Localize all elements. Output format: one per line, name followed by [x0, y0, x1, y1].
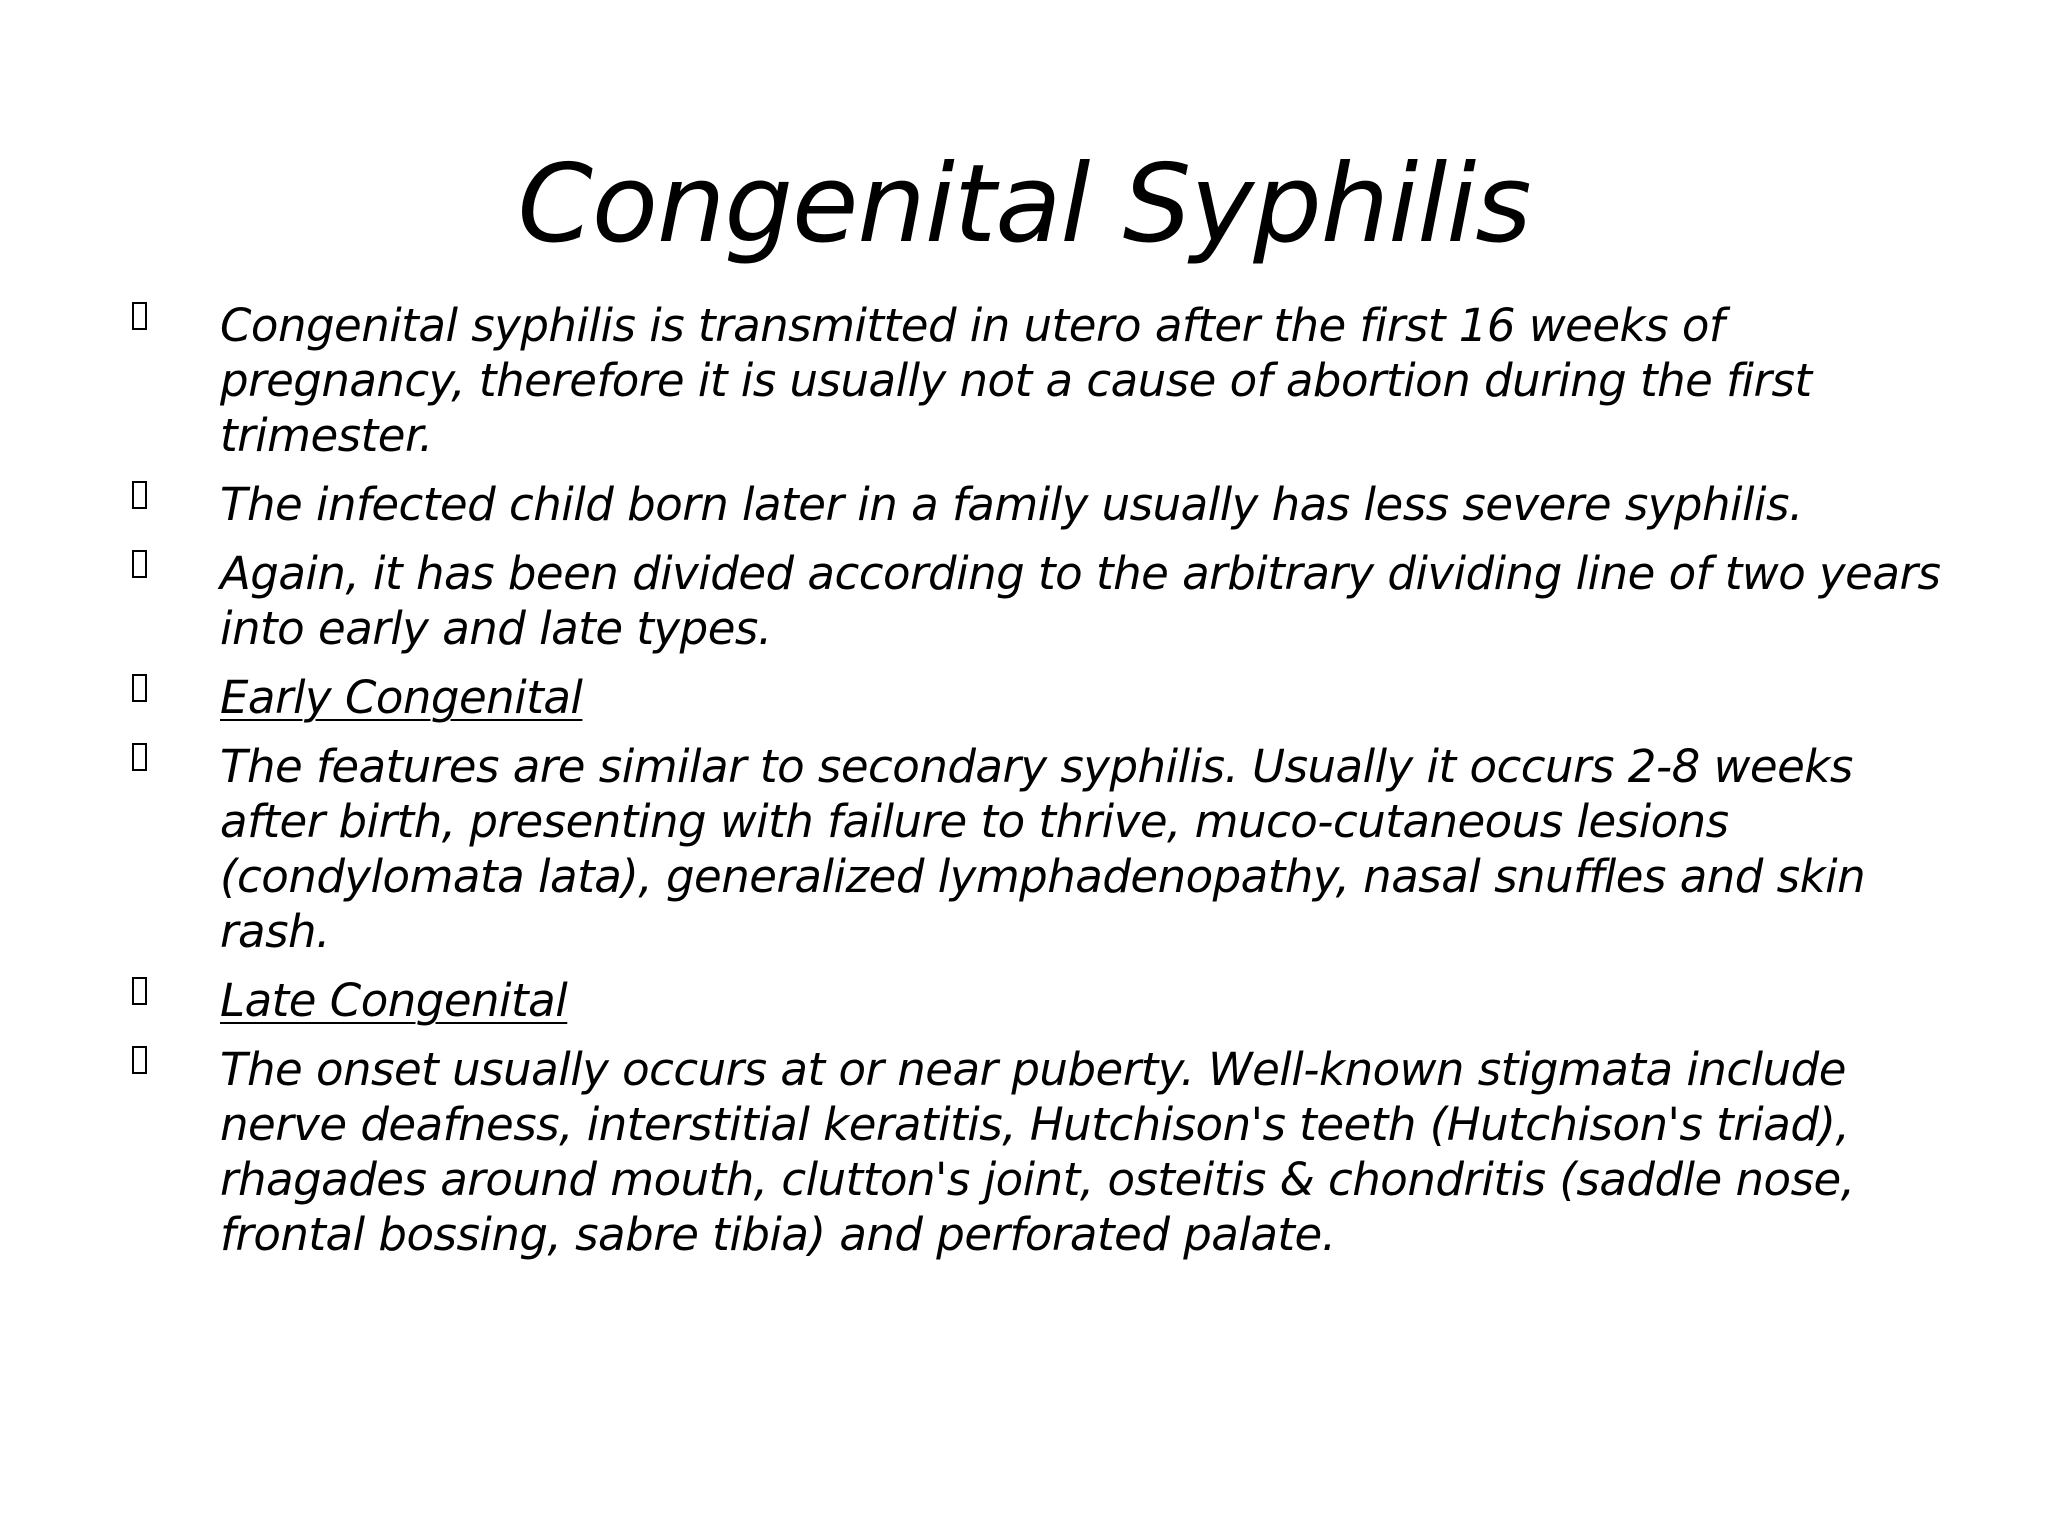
section-heading-late-congenital: Late Congenital: [220, 974, 568, 1027]
bullet-text: The infected child born later in a family usually has less severe syphilis.: [220, 478, 1803, 531]
missing-glyph-box-icon: [132, 550, 147, 578]
bullet-item: [130, 1042, 1960, 1262]
bullet-text: The features are similar to secondary syphilis. Usually it occurs 2-8 weeks after birth, presenting with failure to thrive, muco-cutaneous lesions (condylomata lata), generalized lymphadenopathy, nasal snuffles and skin rash.: [220, 740, 1866, 958]
slide-title: Congenital Syphilis: [517, 142, 1531, 267]
bullet-text: Again, it has been divided according to the arbitrary dividing line of two years into early and late types.: [220, 547, 1941, 655]
bullet-item: [130, 546, 1960, 656]
missing-glyph-box-icon: [132, 1046, 147, 1074]
missing-glyph-box-icon: [132, 977, 147, 1005]
missing-glyph-box-icon: [132, 743, 147, 771]
bullet-text: Congenital syphilis is transmitted in utero after the first 16 weeks of pregnancy, therefore it is usually not a cause of abortion during the first trimester.: [220, 299, 1812, 462]
bullet-item: [130, 670, 1960, 725]
bullet-item: [130, 298, 1960, 463]
missing-glyph-box-icon: [132, 674, 147, 702]
missing-glyph-box-icon: [132, 481, 147, 509]
bullet-item: [130, 973, 1960, 1028]
missing-glyph-box-icon: [132, 302, 147, 330]
bullet-item: [130, 739, 1960, 959]
section-heading-early-congenital: Early Congenital: [220, 671, 583, 724]
bullet-list: [130, 298, 1960, 1276]
bullet-item: [130, 477, 1960, 532]
bullet-text: The onset usually occurs at or near puberty. Well-known stigmata include nerve deafness, interstitial keratitis, Hutchison's teeth (Hutchison's triad), rhagades around mouth, clutton's joint, osteitis & chondritis (saddle nose, frontal bossing, sabre tibia) and perforated palate.: [220, 1043, 1855, 1261]
